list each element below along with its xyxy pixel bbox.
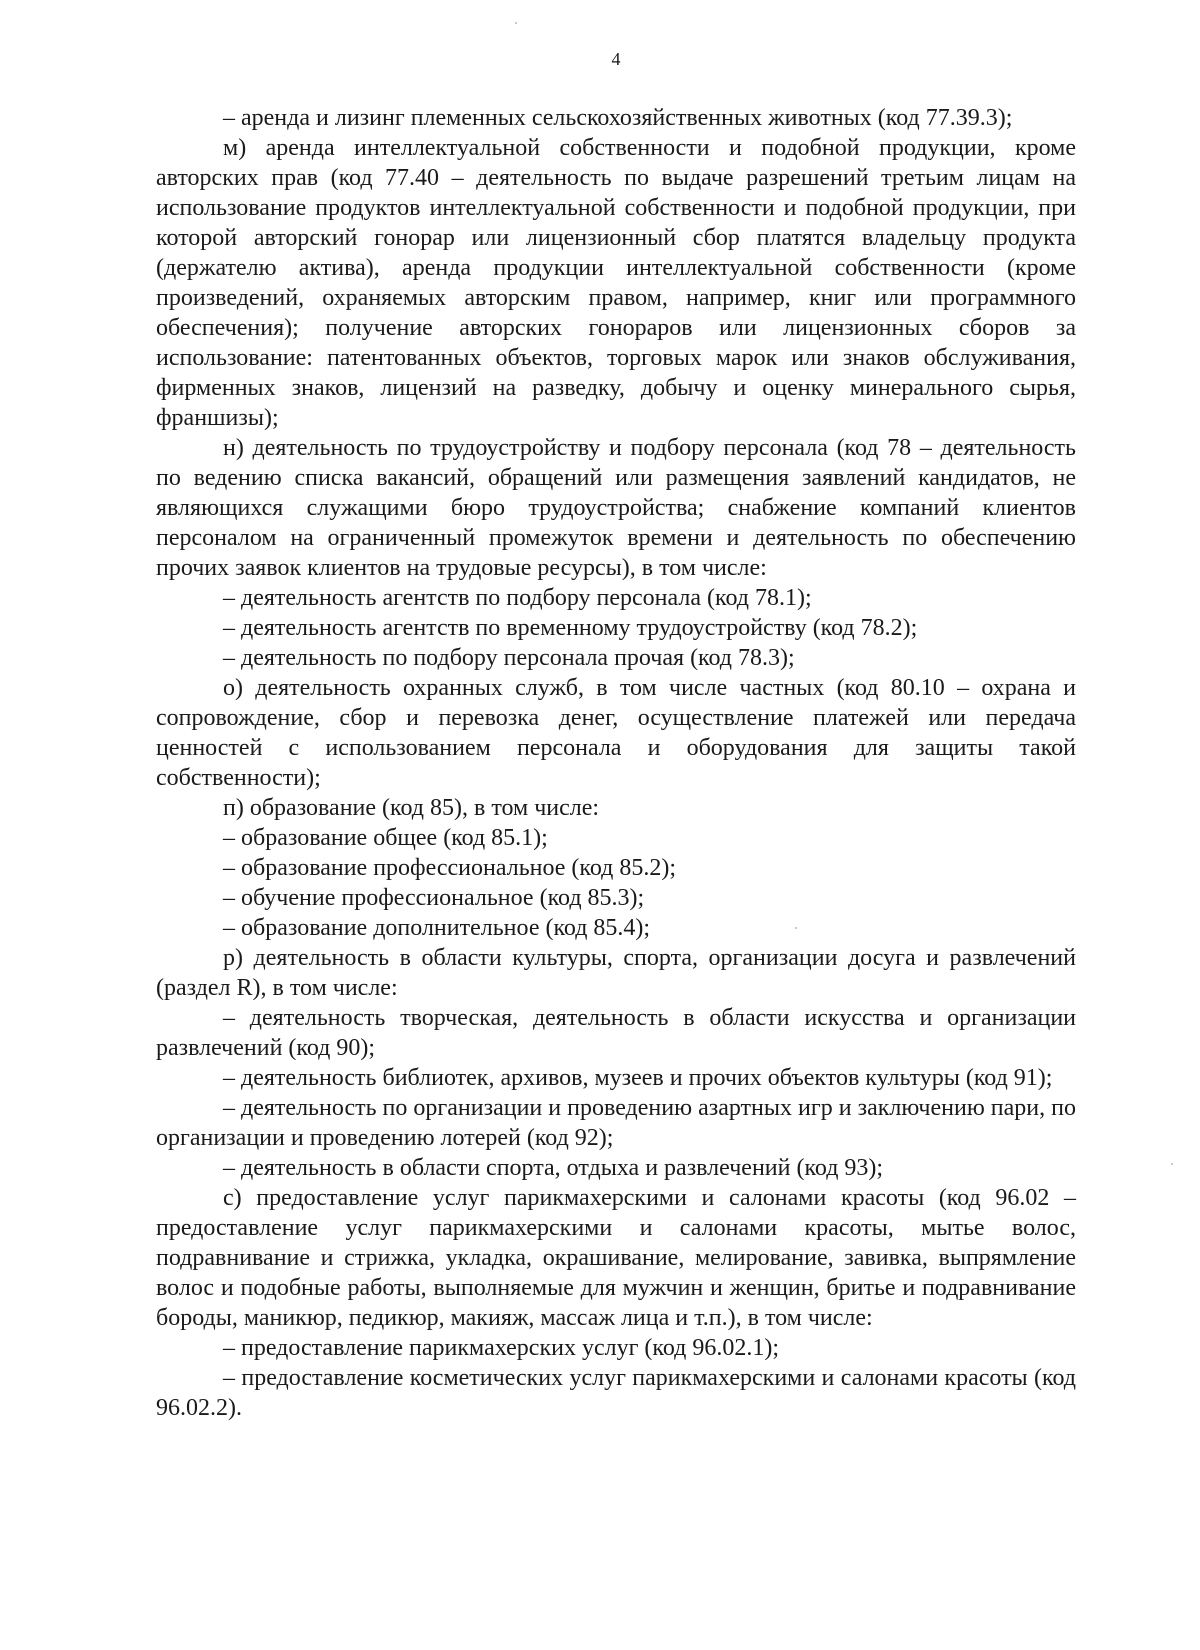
list-item-general-education: – образование общее (код 85.1); [223, 825, 548, 851]
list-item-creative-activity: – деятельность творческая, деятельность в области искусства и организации развлечений (код 90); [156, 1005, 1076, 1061]
list-item-additional-education: – образование дополнительное (код 85.4); [223, 915, 651, 941]
list-item-other-recruitment: – деятельность по подбору персонала прочая (код 78.3); [223, 645, 795, 671]
paragraph-breeding-animals-lease: – аренда и лизинг племенных сельскохозяйственных животных (код 77.39.3); [223, 105, 1013, 131]
list-item-professional-training: – обучение профессиональное (код 85.3); [223, 885, 645, 911]
paragraph-hairdressing-beauty: с) предоставление услуг парикмахерскими и салонами красоты (код 96.02 – предоставление услуг парикмахерскими и салонами красоты, мытье волос, подравнивание и стрижка, укладка, окрашивание, мелирование, завивка, выпрямление волос и подобные работы, выполняемые для мужчин и женщин, бритье и подравнивание бороды, маникюр, педикюр, макияж, массаж лица и т.п.), в том числе: [156, 1185, 1076, 1331]
paragraph-security-services: о) деятельность охранных служб, в том числе частных (код 80.10 – охрана и сопровождение, сбор и перевозка денег, осуществление платежей или передача ценностей с использованием персонала и оборудования для защиты такой собственности); [156, 675, 1076, 791]
list-item-libraries-museums: – деятельность библиотек, архивов, музеев и прочих объектов культуры (код 91); [223, 1065, 1053, 1091]
scan-speck [515, 22, 517, 24]
paragraph-intellectual-property: м) аренда интеллектуальной собственности и подобной продукции, кроме авторских прав (код 77.40 – деятельность по выдаче разрешений третьим лицам на использование продуктов интеллектуальной собственности и подобной продукции, при которой авторский гонорар или лицензионный сбор платятся владельцу продукта (держателю актива), аренда продукции интеллектуальной собственности (кроме произведений, охраняемых авторским правом, например, книг или программного обеспечения); получение авторских гонораров или лицензионных сборов за использование: патентованных объектов, торговых марок или знаков обслуживания, фирменных знаков, лицензий на разведку, добычу и оценку минерального сырья, франшизы); [156, 135, 1076, 431]
scan-speck [795, 927, 797, 929]
list-item-professional-education: – образование профессиональное (код 85.2); [223, 855, 677, 881]
list-item-gambling-lotteries: – деятельность по организации и проведению азартных игр и заключению пари, по организации и проведению лотерей (код 92); [156, 1095, 1076, 1151]
paragraph-employment: н) деятельность по трудоустройству и подбору персонала (код 78 – деятельность по ведению списка вакансий, обращений или размещения заявлений кандидатов, не являющихся служащими бюро трудоустройства; снабжение компаний клиентов персоналом на ограниченный промежуток времени и деятельность по обеспечению прочих заявок клиентов на трудовые ресурсы), в том числе: [156, 435, 1076, 581]
list-item-cosmetic-services: – предоставление косметических услуг парикмахерскими и салонами красоты (код 96.02.2). [156, 1365, 1076, 1421]
list-item-recruitment-agencies: – деятельность агентств по подбору персонала (код 78.1); [223, 585, 812, 611]
document-page [156, 0, 1076, 1650]
paragraph-education: п) образование (код 85), в том числе: [223, 795, 600, 821]
page-number: 4 [611, 49, 621, 69]
list-item-sport-recreation: – деятельность в области спорта, отдыха и развлечений (код 93); [223, 1155, 884, 1181]
document-body [156, 103, 1076, 1423]
paragraph-culture-sport: р) деятельность в области культуры, спорта, организации досуга и развлечений (раздел R), в том числе: [156, 945, 1076, 1001]
list-item-hairdressing-services: – предоставление парикмахерских услуг (код 96.02.1); [223, 1335, 780, 1361]
scan-speck [1171, 1163, 1173, 1165]
list-item-temporary-employment: – деятельность агентств по временному трудоустройству (код 78.2); [223, 615, 918, 641]
